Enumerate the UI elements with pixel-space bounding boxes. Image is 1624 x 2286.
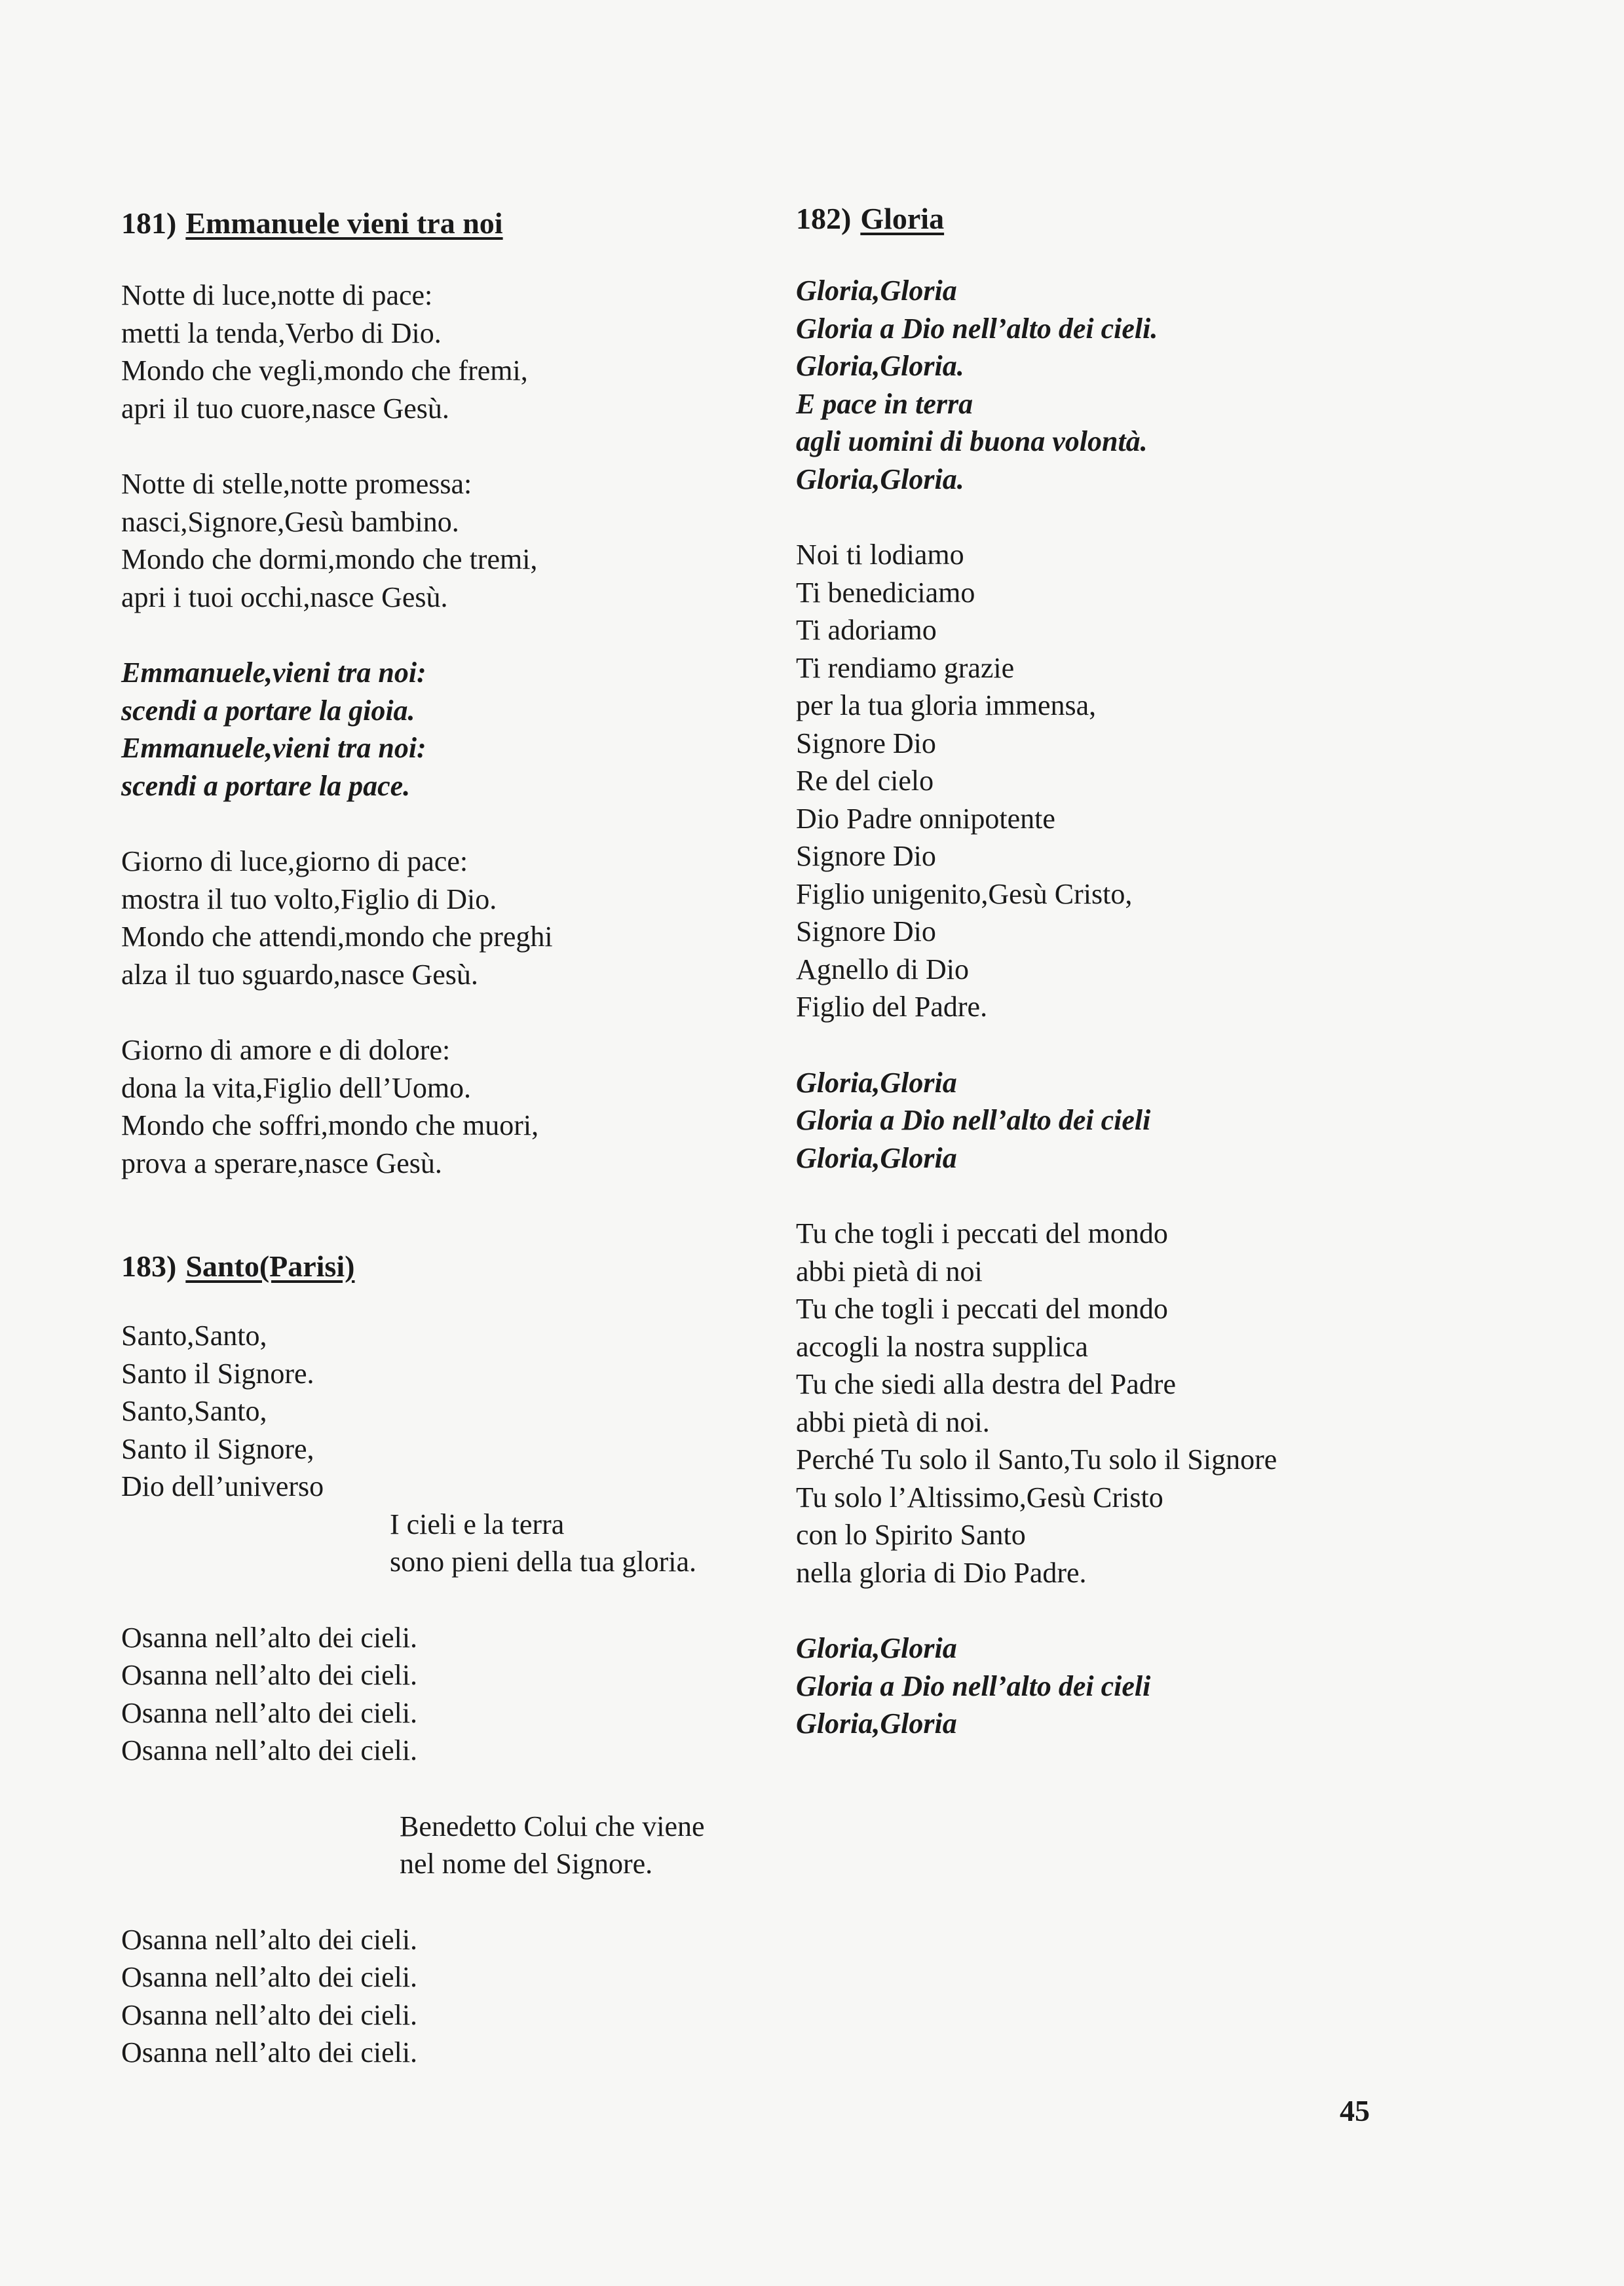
verse-line: mostra il tuo volto,Figlio di Dio.: [121, 883, 497, 915]
verse-line: Tu solo l’Altissimo,Gesù Cristo: [796, 1481, 1163, 1514]
verse-line: Osanna nell’alto dei cieli.: [121, 1621, 418, 1654]
song-183-title: [121, 1248, 776, 1286]
verse-line: Santo,Santo,: [121, 1395, 267, 1427]
verse-line: Tu che togli i peccati del mondo: [796, 1293, 1168, 1325]
verse-line: Mondo che dormi,mondo che tremi,: [121, 543, 538, 575]
refrain-line: E pace in terra: [796, 387, 973, 420]
verse-line: Notte di luce,notte di pace:: [121, 279, 433, 311]
verse-line: Signore Dio: [796, 840, 936, 872]
verse-line: Santo il Signore,: [121, 1432, 314, 1465]
refrain-line: Emmanuele,vieni tra noi:: [121, 732, 426, 764]
stanza-indented: [121, 1506, 776, 1581]
verse-line: Osanna nell’alto dei cieli.: [121, 1998, 418, 2031]
refrain-line: Gloria a Dio nell’alto dei cieli: [796, 1104, 1151, 1136]
refrain: [796, 272, 1484, 498]
verse-line: Noi ti lodiamo: [796, 539, 964, 571]
verse-line: sono pieni della tua gloria.: [390, 1546, 696, 1578]
refrain: [796, 1629, 1484, 1743]
refrain-line: Gloria a Dio nell’alto dei cieli.: [796, 312, 1158, 345]
refrain: [796, 1064, 1484, 1177]
verse-line: Ti rendiamo grazie: [796, 651, 1015, 684]
refrain-line: Gloria a Dio nell’alto dei cieli: [796, 1669, 1151, 1702]
stanza: [121, 1619, 776, 1770]
song-name: Emmanuele vieni tra noi: [185, 206, 503, 240]
verse-line: Figlio unigenito,Gesù Cristo,: [796, 877, 1133, 910]
stanza: [121, 843, 776, 993]
verse-line: Benedetto Colui che viene: [400, 1810, 705, 1842]
verse-line: Osanna nell’alto dei cieli.: [121, 1696, 418, 1729]
verse-line: Osanna nell’alto dei cieli.: [121, 1734, 418, 1766]
refrain-line: Gloria,Gloria.: [796, 463, 964, 495]
refrain-line: Gloria,Gloria: [796, 1066, 957, 1099]
verse-line: apri il tuo cuore,nasce Gesù.: [121, 392, 449, 425]
verse-line: Santo,Santo,: [121, 1320, 267, 1352]
refrain-line: Emmanuele,vieni tra noi:: [121, 657, 426, 689]
verse-line: Osanna nell’alto dei cieli.: [121, 1923, 418, 1956]
verse-line: Re del cielo: [796, 765, 934, 797]
verse-line: abbi pietà di noi: [796, 1255, 983, 1287]
verse-line: Dio Padre onnipotente: [796, 802, 1055, 835]
verse-line: Mondo che attendi,mondo che preghi: [121, 921, 553, 953]
stanza: [796, 536, 1484, 1026]
stanza: [121, 465, 776, 616]
verse-line: nasci,Signore,Gesù bambino.: [121, 505, 459, 538]
song-name: Gloria: [860, 202, 945, 235]
verse-line: con lo Spirito Santo: [796, 1519, 1026, 1551]
verse-line: Giorno di luce,giorno di pace:: [121, 845, 468, 877]
verse-line: Tu che siedi alla destra del Padre: [796, 1368, 1176, 1400]
stanza: [121, 1317, 776, 1506]
refrain-line: Gloria,Gloria: [796, 1632, 957, 1664]
verse-line: dona la vita,Figlio dell’Uomo.: [121, 1071, 472, 1104]
song-name: Santo(Parisi): [185, 1249, 355, 1283]
verse-line: Mondo che soffri,mondo che muori,: [121, 1109, 539, 1141]
refrain-line: Gloria,Gloria.: [796, 350, 964, 382]
refrain-line: Gloria,Gloria: [796, 1707, 957, 1740]
verse-line: Tu che togli i peccati del mondo: [796, 1217, 1168, 1249]
verse-line: alza il tuo sguardo,nasce Gesù.: [121, 958, 478, 991]
verse-line: Signore Dio: [796, 915, 936, 947]
stanza: [121, 1921, 776, 2072]
verse-line: Santo il Signore.: [121, 1357, 314, 1390]
verse-line: Mondo che vegli,mondo che fremi,: [121, 354, 528, 387]
refrain-line: Gloria,Gloria: [796, 1141, 957, 1174]
stanza-indented: [121, 1808, 776, 1883]
stanza: [121, 276, 776, 427]
verse-line: Agnello di Dio: [796, 953, 969, 985]
refrain-line: agli uomini di buona volontà.: [796, 425, 1148, 457]
refrain: [121, 654, 776, 805]
verse-line: accogli la nostra supplica: [796, 1330, 1088, 1363]
refrain-line: Gloria,Gloria: [796, 275, 957, 307]
verse-line: prova a sperare,nasce Gesù.: [121, 1147, 442, 1179]
verse-line: nella gloria di Dio Padre.: [796, 1556, 1087, 1589]
verse-line: abbi pietà di noi.: [796, 1405, 990, 1438]
song-182-title: [796, 200, 1484, 238]
verse-line: Ti benediciamo: [796, 576, 975, 609]
verse-line: Perché Tu solo il Santo,Tu solo il Signore: [796, 1443, 1277, 1476]
left-column: [121, 204, 776, 2072]
verse-line: apri i tuoi occhi,nasce Gesù.: [121, 581, 448, 613]
refrain-line: scendi a portare la gioia.: [121, 694, 415, 727]
song-number: 181): [121, 206, 177, 240]
verse-line: Giorno di amore e di dolore:: [121, 1034, 451, 1066]
verse-line: Figlio del Padre.: [796, 991, 988, 1023]
verse-line: Ti adoriamo: [796, 614, 937, 646]
verse-line: per la tua gloria immensa,: [796, 689, 1097, 721]
verse-line: Osanna nell’alto dei cieli.: [121, 2036, 418, 2068]
verse-line: Notte di stelle,notte promessa:: [121, 468, 472, 500]
verse-line: Signore Dio: [796, 727, 936, 759]
right-column: [796, 200, 1484, 1743]
verse-line: metti la tenda,Verbo di Dio.: [121, 316, 442, 349]
verse-line: Dio dell’universo: [121, 1470, 324, 1502]
song-number: 183): [121, 1249, 177, 1283]
verse-line: I cieli e la terra: [390, 1508, 565, 1540]
refrain-line: scendi a portare la pace.: [121, 769, 411, 802]
verse-line: Osanna nell’alto dei cieli.: [121, 1961, 418, 1993]
song-number: 182): [796, 202, 852, 235]
song-181-title: [121, 204, 776, 242]
page-number: 45: [1340, 2094, 1370, 2127]
verse-line: nel nome del Signore.: [400, 1848, 653, 1880]
verse-line: Osanna nell’alto dei cieli.: [121, 1659, 418, 1691]
stanza: [121, 1031, 776, 1182]
stanza: [796, 1215, 1484, 1591]
